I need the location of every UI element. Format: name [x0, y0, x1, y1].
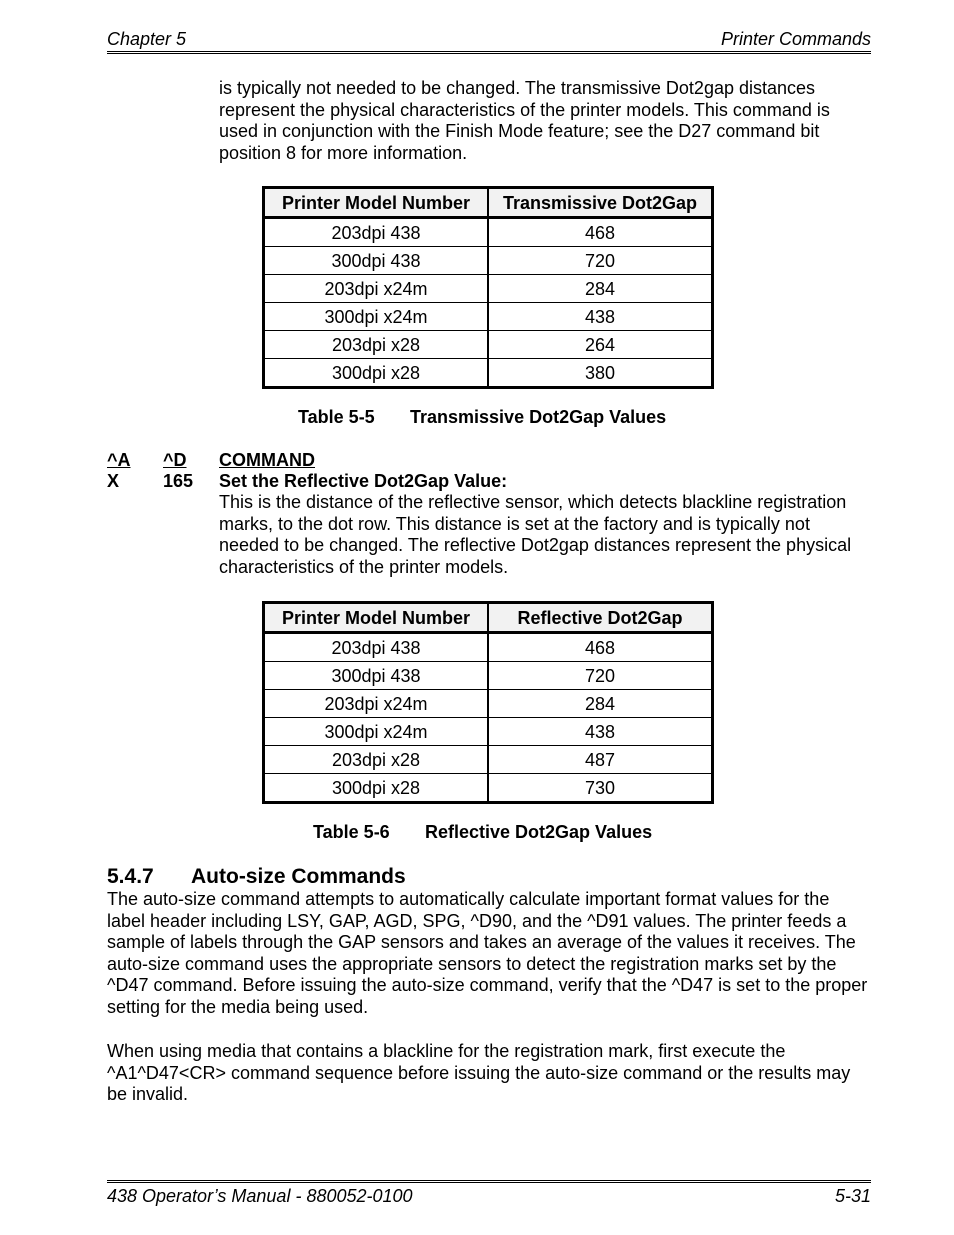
value-cell: 438 — [488, 718, 713, 746]
value-cell: 487 — [488, 746, 713, 774]
command-title: Set the Reflective Dot2Gap Value: — [219, 471, 508, 491]
section-paragraph: When using media that contains a blackline for the registration mark, first execute the ^A1^D47<CR> command sequence before issuing the auto-size command or the results may be invalid. — [107, 1041, 851, 1104]
table-caption — [313, 822, 652, 842]
command-d-value: 165 — [163, 471, 194, 491]
column-header: Printer Model Number — [264, 603, 489, 633]
section-title: Auto-size Commands — [191, 865, 406, 888]
column-header: Printer Model Number — [264, 188, 489, 218]
table-caption — [298, 407, 666, 427]
model-cell: 203dpi x28 — [264, 331, 489, 359]
value-cell: 468 — [488, 218, 713, 247]
command-description: This is the distance of the reflective sensor, which detects blackline registration marks, to the dot row. This distance is set at the factory and is typically not needed to be changed. The reflective Dot2gap distances represent the physical characteristics of the printer models. — [219, 492, 852, 577]
transmissive-dot2gap-table — [262, 186, 714, 389]
table-row — [264, 218, 713, 247]
value-cell: 264 — [488, 331, 713, 359]
column-head-d: ^D — [163, 450, 187, 470]
intro-paragraph: is typically not needed to be changed. The transmissive Dot2gap distances represent the physical characteristics of the printer models. This command is used in conjunction with the Finish Mode feature; see the D27 command bit position 8 for more information. — [219, 78, 830, 163]
reflective-dot2gap-table — [262, 601, 714, 804]
value-cell: 720 — [488, 247, 713, 275]
table-row — [264, 275, 713, 303]
value-cell: 380 — [488, 359, 713, 388]
table-row — [264, 690, 713, 718]
chapter-label: Chapter 5 — [107, 29, 187, 49]
table-row — [264, 331, 713, 359]
table-row — [264, 633, 713, 662]
table-header-row — [264, 603, 713, 633]
table-row — [264, 247, 713, 275]
page-number: 5-31 — [834, 1186, 871, 1206]
section-heading — [107, 865, 406, 889]
model-cell: 300dpi x28 — [264, 774, 489, 803]
model-cell: 300dpi x24m — [264, 718, 489, 746]
header-rule — [107, 51, 871, 54]
model-cell: 203dpi 438 — [264, 218, 489, 247]
model-cell: 300dpi 438 — [264, 662, 489, 690]
model-cell: 203dpi 438 — [264, 633, 489, 662]
table-row — [264, 662, 713, 690]
command-a-value: X — [107, 471, 120, 491]
model-cell: 300dpi x28 — [264, 359, 489, 388]
model-cell: 300dpi 438 — [264, 247, 489, 275]
chapter-title: Printer Commands — [720, 29, 871, 49]
table-header-row — [264, 188, 713, 218]
model-cell: 300dpi x24m — [264, 303, 489, 331]
value-cell: 730 — [488, 774, 713, 803]
table-number: Table 5-5 — [298, 407, 375, 427]
model-cell: 203dpi x24m — [264, 275, 489, 303]
table-row — [264, 718, 713, 746]
column-head-a: ^A — [107, 450, 131, 470]
value-cell: 438 — [488, 303, 713, 331]
value-cell: 720 — [488, 662, 713, 690]
column-head-command: COMMAND — [219, 450, 315, 470]
table-row — [264, 359, 713, 388]
model-cell: 203dpi x24m — [264, 690, 489, 718]
manual-title: 438 Operator’s Manual - 880052-0100 — [107, 1186, 413, 1206]
value-cell: 284 — [488, 275, 713, 303]
table-number: Table 5-6 — [313, 822, 390, 842]
footer-rule — [107, 1180, 871, 1183]
table-row — [264, 746, 713, 774]
model-cell: 203dpi x28 — [264, 746, 489, 774]
value-cell: 284 — [488, 690, 713, 718]
value-cell: 468 — [488, 633, 713, 662]
section-number: 5.4.7 — [107, 865, 154, 888]
table-row — [264, 303, 713, 331]
column-header: Reflective Dot2Gap — [488, 603, 713, 633]
table-title: Reflective Dot2Gap Values — [425, 822, 653, 842]
section-paragraph: The auto-size command attempts to automatically calculate important format values for the label header including LSY, GAP, AGD, SPG, ^D90, and the ^D91 values. The printer feeds a sample of labels through the GAP sensors and takes an average of the values it receives. The auto-size command uses the appropriate sensors to detect the registration marks set by the ^D47 command. Before issuing the auto-size command, verify that the ^D47 is set to the proper setting for the media being used. — [107, 889, 868, 1017]
column-header: Transmissive Dot2Gap — [488, 188, 713, 218]
table-row — [264, 774, 713, 803]
table-title: Transmissive Dot2Gap Values — [410, 407, 667, 427]
